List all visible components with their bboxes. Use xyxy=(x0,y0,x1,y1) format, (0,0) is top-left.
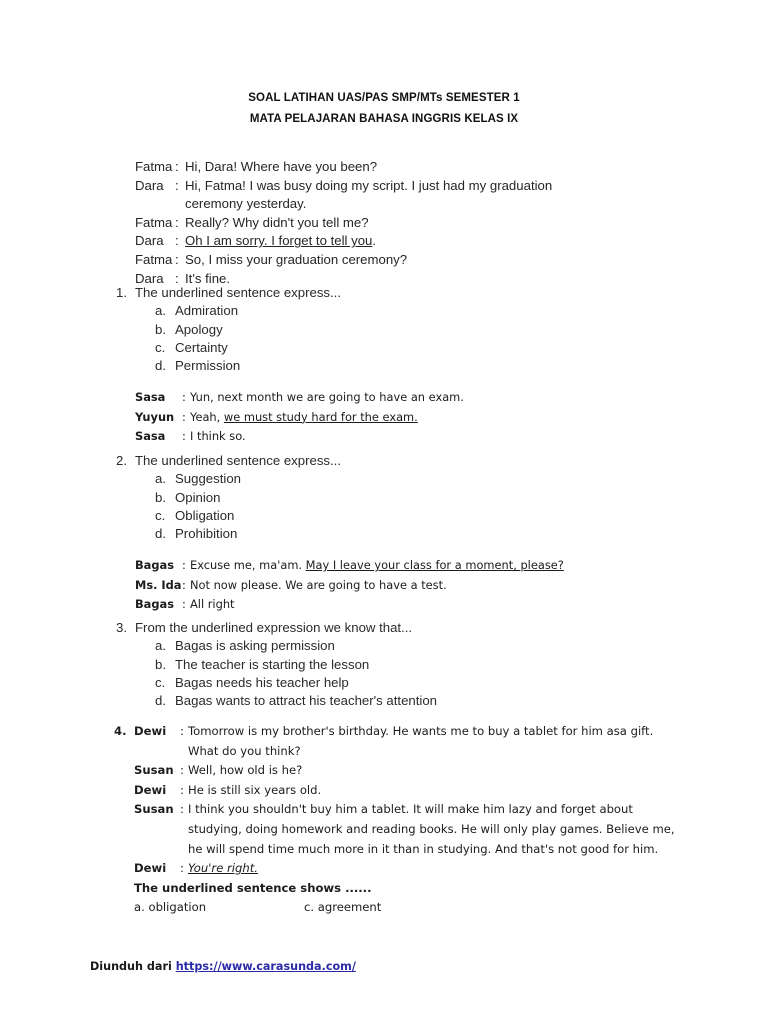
option-text: obligation xyxy=(148,900,207,915)
option-text: Admiration xyxy=(175,303,239,319)
option-text: Opinion xyxy=(175,489,221,505)
colon: : xyxy=(180,802,184,817)
question-1 xyxy=(116,284,686,375)
dialogue-text: Hi, Dara! Where have you been? xyxy=(185,159,378,174)
option-letter: a. xyxy=(155,638,166,654)
option-c[interactable] xyxy=(304,898,680,918)
question-stem: The underlined sentence express... xyxy=(135,453,341,468)
option-letter: a. xyxy=(134,900,145,915)
colon: : xyxy=(175,251,179,267)
question-stem: The underlined sentence shows ...... xyxy=(134,880,372,895)
colon: : xyxy=(175,177,179,193)
question-2 xyxy=(116,452,686,543)
dialogue-text: I think so. xyxy=(190,429,246,443)
dialogue-text: It's fine. xyxy=(185,270,231,286)
option-text: Permission xyxy=(175,358,241,374)
question-4 xyxy=(114,722,680,918)
dialogue-text-prefix: Excuse me, ma'am. xyxy=(190,558,306,572)
option-d[interactable] xyxy=(155,692,686,710)
colon: : xyxy=(182,409,186,424)
colon: : xyxy=(182,429,186,443)
dialogue-text: Yun, next month we are going to have an exam. xyxy=(190,390,464,404)
option-text: Apology xyxy=(175,321,223,337)
question-number: 2. xyxy=(116,453,127,468)
option-letter: c. xyxy=(155,507,166,523)
option-d[interactable] xyxy=(155,357,686,375)
dialogue-text: Tomorrow is my brother's birthday. He wants me to buy a tablet for him asa gift. What do you think? xyxy=(188,724,654,758)
speaker-name: Bagas xyxy=(135,558,174,572)
dialogue-text xyxy=(190,408,686,428)
option-a[interactable] xyxy=(134,898,304,918)
colon: : xyxy=(182,390,186,404)
question-number: 4. xyxy=(114,724,127,738)
speaker-name: Susan xyxy=(134,763,174,778)
option-letter: c. xyxy=(304,900,315,915)
option-a[interactable] xyxy=(155,637,686,655)
option-text: The teacher is starting the lesson xyxy=(175,656,370,672)
colon: : xyxy=(175,159,179,174)
option-letter: d. xyxy=(155,358,166,374)
option-letter: d. xyxy=(155,526,166,542)
option-letter: b. xyxy=(155,321,166,337)
option-letter: b. xyxy=(155,489,166,505)
question-number: 3. xyxy=(116,620,127,635)
question-stem: From the underlined expression we know that... xyxy=(135,620,413,635)
dialogue-line xyxy=(135,177,686,196)
option-text: Certainty xyxy=(175,339,228,355)
speaker-name: Yuyun xyxy=(135,409,175,424)
dialogue-line xyxy=(134,761,680,781)
dialogue-line xyxy=(135,214,686,233)
dialogue-line-underlined xyxy=(134,859,680,879)
option-text: agreement xyxy=(317,900,382,915)
option-letter: c. xyxy=(155,339,166,355)
dialogue-text: I think you shouldn't buy him a tablet. It will make him lazy and forget about studying, doing homework and reading books. He will only play games. Believe me, he will spend time much more in it than in studying. And that's not good for him. xyxy=(188,802,675,856)
option-text: Bagas needs his teacher help xyxy=(175,674,349,690)
colon: : xyxy=(175,233,179,249)
colon: : xyxy=(175,214,179,230)
speaker-name: Fatma xyxy=(135,214,173,230)
question-stem-row xyxy=(116,619,686,637)
option-a[interactable] xyxy=(155,470,686,488)
option-b[interactable] xyxy=(155,656,686,674)
question-4-body xyxy=(134,722,680,918)
document-title-line-1: SOAL LATIHAN UAS/PAS SMP/MTs SEMESTER 1 xyxy=(248,92,520,104)
option-text: Obligation xyxy=(175,507,235,523)
option-letter: a. xyxy=(155,471,166,487)
speaker-name: Fatma xyxy=(135,251,173,267)
dialogue-line xyxy=(135,595,686,615)
speaker-name: Dewi xyxy=(134,724,167,738)
dialogue-block-3 xyxy=(116,556,686,615)
speaker-name: Fatma xyxy=(135,159,173,174)
dialogue-text: So, I miss your graduation ceremony? xyxy=(185,251,408,267)
option-c[interactable] xyxy=(155,674,686,692)
option-b[interactable] xyxy=(155,321,686,339)
option-list xyxy=(155,302,686,375)
speaker-name: Dara xyxy=(135,270,164,286)
option-letter: a. xyxy=(155,303,166,319)
colon: : xyxy=(182,577,186,592)
question-4-first-row xyxy=(114,722,680,918)
dialogue-text xyxy=(188,859,680,879)
option-list xyxy=(155,470,686,543)
speaker-name: Ms. Ida xyxy=(135,577,182,592)
dialogue-text: Not now please. We are going to have a test. xyxy=(190,577,447,592)
colon: : xyxy=(180,861,184,876)
question-stem-row xyxy=(116,284,686,302)
dialogue-line xyxy=(135,388,686,408)
sentence-period: . xyxy=(372,233,377,249)
option-c[interactable] xyxy=(155,339,686,357)
dialogue-text-prefix: Yeah, xyxy=(190,409,224,424)
colon: : xyxy=(180,782,184,797)
speaker-name: Dewi xyxy=(134,861,167,876)
option-d[interactable] xyxy=(155,525,686,543)
option-text: Suggestion xyxy=(175,471,241,487)
speaker-name: Bagas xyxy=(135,597,174,611)
question-number: 1. xyxy=(116,285,127,300)
option-letter: b. xyxy=(155,656,166,672)
document-title-line-2: MATA PELAJARAN BAHASA INGGRIS KELAS IX xyxy=(249,113,519,125)
dialogue-line xyxy=(134,800,680,859)
question-3 xyxy=(116,619,686,710)
dialogue-block-1 xyxy=(116,158,686,288)
dialogue-line-underlined xyxy=(135,408,686,428)
speaker-name: Dara xyxy=(135,233,164,249)
speaker-name: Sasa xyxy=(135,390,166,404)
colon: : xyxy=(180,763,184,778)
dialogue-line-underlined xyxy=(135,556,686,576)
underlined-sentence: May I leave your class for a moment, please? xyxy=(305,558,564,572)
colon: : xyxy=(182,558,186,572)
speaker-name: Dewi xyxy=(134,782,167,797)
underlined-italic-sentence: You're right. xyxy=(188,861,258,876)
option-list xyxy=(134,898,680,918)
speaker-name: Susan xyxy=(134,802,174,817)
dialogue-line xyxy=(135,576,686,596)
dialogue-line xyxy=(134,722,680,761)
option-letter: d. xyxy=(155,693,166,709)
colon: : xyxy=(175,270,179,286)
speaker-name: Sasa xyxy=(135,429,166,443)
dialogue-text xyxy=(190,556,686,576)
dialogue-text xyxy=(185,232,686,251)
dialogue-text-continuation: ceremony yesterday. xyxy=(185,196,307,212)
option-list xyxy=(155,637,686,710)
footer-source-attribution xyxy=(90,960,356,973)
option-text: Bagas is asking permission xyxy=(175,638,335,654)
colon: : xyxy=(180,724,184,738)
underlined-sentence: Oh I am sorry. I forget to tell you xyxy=(185,233,373,249)
underlined-sentence: we must study hard for the exam. xyxy=(223,409,418,424)
dialogue-text: Hi, Fatma! I was busy doing my script. I just had my graduation xyxy=(185,177,553,193)
source-url-link[interactable]: https://www.carasunda.com/ xyxy=(175,960,356,973)
dialogue-text: Well, how old is he? xyxy=(188,763,303,778)
dialogue-block-2 xyxy=(116,388,686,447)
dialogue-line-underlined xyxy=(135,232,686,251)
question-stem: The underlined sentence express... xyxy=(135,285,341,300)
option-c[interactable] xyxy=(155,507,686,525)
colon: : xyxy=(182,597,186,611)
option-a[interactable] xyxy=(155,302,686,320)
option-letter: c. xyxy=(155,674,166,690)
dialogue-line xyxy=(135,251,686,270)
question-stem-row xyxy=(116,452,686,470)
footer-prefix-text: Diunduh dari xyxy=(90,960,176,973)
dialogue-text: Really? Why didn't you tell me? xyxy=(185,214,369,230)
option-text: Prohibition xyxy=(175,526,238,542)
dialogue-line xyxy=(134,781,680,801)
dialogue-line xyxy=(135,158,686,177)
option-b[interactable] xyxy=(155,489,686,507)
option-text: Bagas wants to attract his teacher's attention xyxy=(175,693,438,709)
dialogue-text: All right xyxy=(190,597,235,611)
dialogue-line xyxy=(135,427,686,447)
speaker-name: Dara xyxy=(135,177,164,193)
dialogue-text: He is still six years old. xyxy=(188,782,322,797)
